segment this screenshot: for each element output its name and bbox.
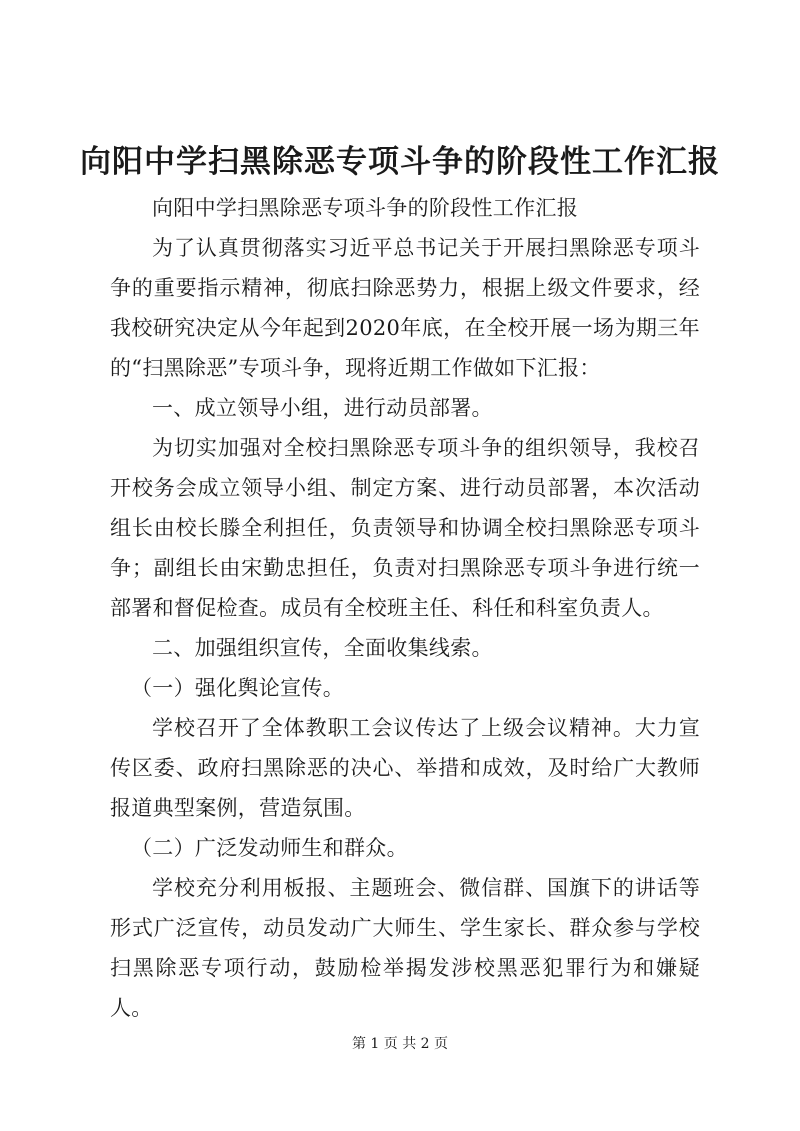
subsection-2-paragraph: 学校充分利用板报、主题班会、微信群、国旗下的讲话等形式广泛宣传，动员发动广大师生、学生家长、群众参与学校扫黑除恶专项行动，鼓励检举揭发涉校黑恶犯罪行为和嫌疑人。 <box>110 876 700 1020</box>
section-heading-1: 一、成立领导小组，进行动员部署。 <box>152 396 493 420</box>
subtitle-paragraph: 向阳中学扫黑除恶专项斗争的阶段性工作汇报 <box>152 196 578 220</box>
document-title: 向阳中学扫黑除恶专项斗争的阶段性工作汇报 <box>80 144 720 180</box>
subsection-1-paragraph: 学校召开了全体教职工会议传达了上级会议精神。大力宣传区委、政府扫黑除恶的决心、举措和成效，及时给广大教师报道典型案例，营造氛围。 <box>110 716 700 820</box>
document-body <box>110 188 700 1028</box>
subsection-heading-2: （二）广泛发动师生和群众。 <box>131 836 408 860</box>
section-heading-2: 二、加强组织宣传，全面收集线索。 <box>152 636 493 660</box>
intro-paragraph: 为了认真贯彻落实习近平总书记关于开展扫黑除恶专项斗争的重要指示精神，彻底扫除恶势力，根据上级文件要求，经我校研究决定从今年起到2020年底，在全校开展一场为期三年的“扫黑除恶”专项斗争，现将近期工作做如下汇报： <box>110 236 700 380</box>
section-1-paragraph: 为切实加强对全校扫黑除恶专项斗争的组织领导，我校召开校务会成立领导小组、制定方案、进行动员部署，本次活动组长由校长滕全利担任，负责领导和协调全校扫黑除恶专项斗争；副组长由宋勤忠担任，负责对扫黑除恶专项斗争进行统一部署和督促检查。成员有全校班主任、科任和科室负责人。 <box>110 436 700 620</box>
page-footer: 第 1 页 共 2 页 <box>351 1036 449 1052</box>
subsection-heading-1: （一）强化舆论宣传。 <box>131 676 344 700</box>
